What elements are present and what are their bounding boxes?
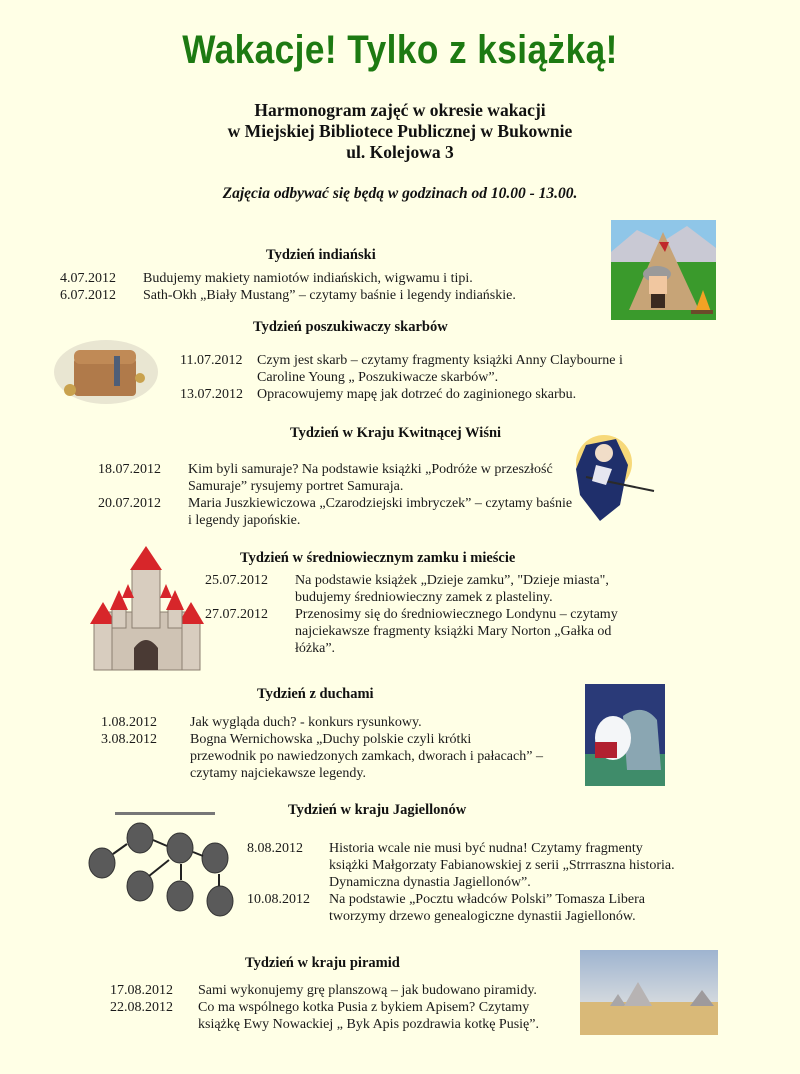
event-description: Bogna Wernichowska „Duchy polskie czyli krótki: [190, 732, 472, 747]
treasure-chest-illustration: [52, 338, 160, 406]
event-description: Sath-Okh „Biały Mustang” – czytamy baśnie i legendy indiańskie.: [143, 288, 516, 303]
week-heading-treasure: Tydzień poszukiwaczy skarbów: [253, 319, 448, 335]
week-events-castle: [205, 572, 665, 662]
week-heading-ghosts: Tydzień z duchami: [257, 686, 374, 702]
event-description: Sami wykonujemy grę planszową – jak budowano piramidy.: [198, 983, 537, 998]
event-date: 20.07.2012: [98, 496, 161, 511]
event-date: 13.07.2012: [180, 387, 243, 402]
event-description: Historia wcale nie musi być nudna! Czytamy fragmenty: [329, 841, 643, 856]
event-description: Na podstawie „Pocztu władców Polski” Tomasza Libera: [329, 892, 646, 907]
week-events-japan: [98, 461, 578, 531]
event-description: książkę Ewy Nowackiej „ Byk Apis pozdrawia kotkę Pusię”.: [198, 1017, 539, 1032]
event-description: Jak wygląda duch? - konkurs rysunkowy.: [190, 715, 422, 730]
event-description: Czym jest skarb – czytamy fragmenty książki Anny Claybourne i: [257, 353, 623, 368]
subtitle-line: ul. Kolejowa 3: [346, 142, 454, 162]
week-heading-japan: Tydzień w Kraju Kwitnącej Wiśni: [290, 425, 502, 441]
event-date: 6.07.2012: [60, 288, 116, 303]
week-heading-castle: Tydzień w średniowiecznym zamku i mieście: [240, 550, 516, 566]
event-description: Samuraje” rysujemy portret Samuraja.: [188, 479, 404, 494]
event-date: 1.08.2012: [101, 715, 157, 730]
subtitle-line: Harmonogram zajęć w okresie wakacji: [254, 100, 546, 120]
event-description: przewodnik po nawiedzonych zamkach, dworach i pałacach” –: [190, 749, 543, 764]
event-description: czytamy najciekawsze legendy.: [190, 766, 366, 781]
event-description: Budujemy makiety namiotów indiańskich, wigwamu i tipi.: [143, 271, 473, 286]
castle-illustration: [88, 544, 206, 674]
week-heading-jagiellonians: Tydzień w kraju Jagiellonów: [288, 802, 467, 818]
event-description: łóżka”.: [295, 641, 336, 656]
page-title: Wakacje! Tylko z książką!: [182, 28, 618, 72]
event-description: Przenosimy się do średniowiecznego Londynu – czytamy: [295, 607, 618, 622]
event-description: tworzymy drzewo genealogiczne dynastii Jagiellonów.: [329, 909, 636, 924]
event-description: budujemy średniowieczny zamek z plasteliny.: [295, 590, 553, 605]
samurai-illustration: [556, 425, 656, 530]
event-description: Opracowujemy mapę jak dotrzeć do zaginionego skarbu.: [257, 387, 577, 402]
schedule-subtitle: [0, 100, 800, 163]
hours-note: Zajęcia odbywać się będą w godzinach od 10.00 - 13.00.: [222, 185, 578, 202]
event-description: Na podstawie książek „Dzieje zamku”, "Dzieje miasta",: [295, 573, 609, 588]
week-events-ghosts: [101, 714, 581, 784]
event-description: książki Małgorzaty Fabianowskiej z serii „Strrraszna historia.: [329, 858, 675, 873]
event-description: Dynamiczna dynastia Jagiellonów”.: [329, 875, 531, 890]
event-description: Co ma wspólnego kotka Pusia z bykiem Apisem? Czytamy: [198, 1000, 530, 1015]
event-date: 8.08.2012: [247, 841, 303, 856]
subtitle-line: w Miejskiej Bibliotece Publicznej w Bukownie: [227, 121, 573, 141]
indian-tipi-illustration: [607, 212, 720, 324]
week-events-pyramids: [110, 982, 590, 1038]
week-events-indian: [60, 270, 620, 310]
event-description: Caroline Young „ Poszukiwacze skarbów”.: [257, 370, 499, 385]
pyramids-photo: [580, 950, 718, 1035]
event-description: Maria Juszkiewiczowa „Czarodziejski imbryczek” – czytamy baśnie: [188, 496, 573, 511]
event-date: 18.07.2012: [98, 462, 161, 477]
event-date: 25.07.2012: [205, 573, 268, 588]
week-events-jagiellonians: [247, 840, 717, 930]
event-date: 11.07.2012: [180, 353, 243, 368]
event-date: 22.08.2012: [110, 1000, 173, 1015]
event-description: i legendy japońskie.: [188, 513, 301, 528]
week-heading-pyramids: Tydzień w kraju piramid: [245, 955, 400, 971]
event-description: najciekawsze fragmenty książki Mary Norton „Gałka od: [295, 624, 612, 639]
event-date: 10.08.2012: [247, 892, 310, 907]
event-date: 27.07.2012: [205, 607, 268, 622]
event-date: 17.08.2012: [110, 983, 173, 998]
event-description: Kim byli samuraje? Na podstawie książki „Podróże w przeszłość: [188, 462, 553, 477]
jagiellonian-family-tree: [85, 808, 245, 926]
week-events-treasure: [180, 352, 660, 404]
event-date: 4.07.2012: [60, 271, 116, 286]
week-heading-indian: Tydzień indiański: [266, 247, 376, 263]
event-date: 3.08.2012: [101, 732, 157, 747]
ghost-reading-illustration: [583, 680, 667, 790]
